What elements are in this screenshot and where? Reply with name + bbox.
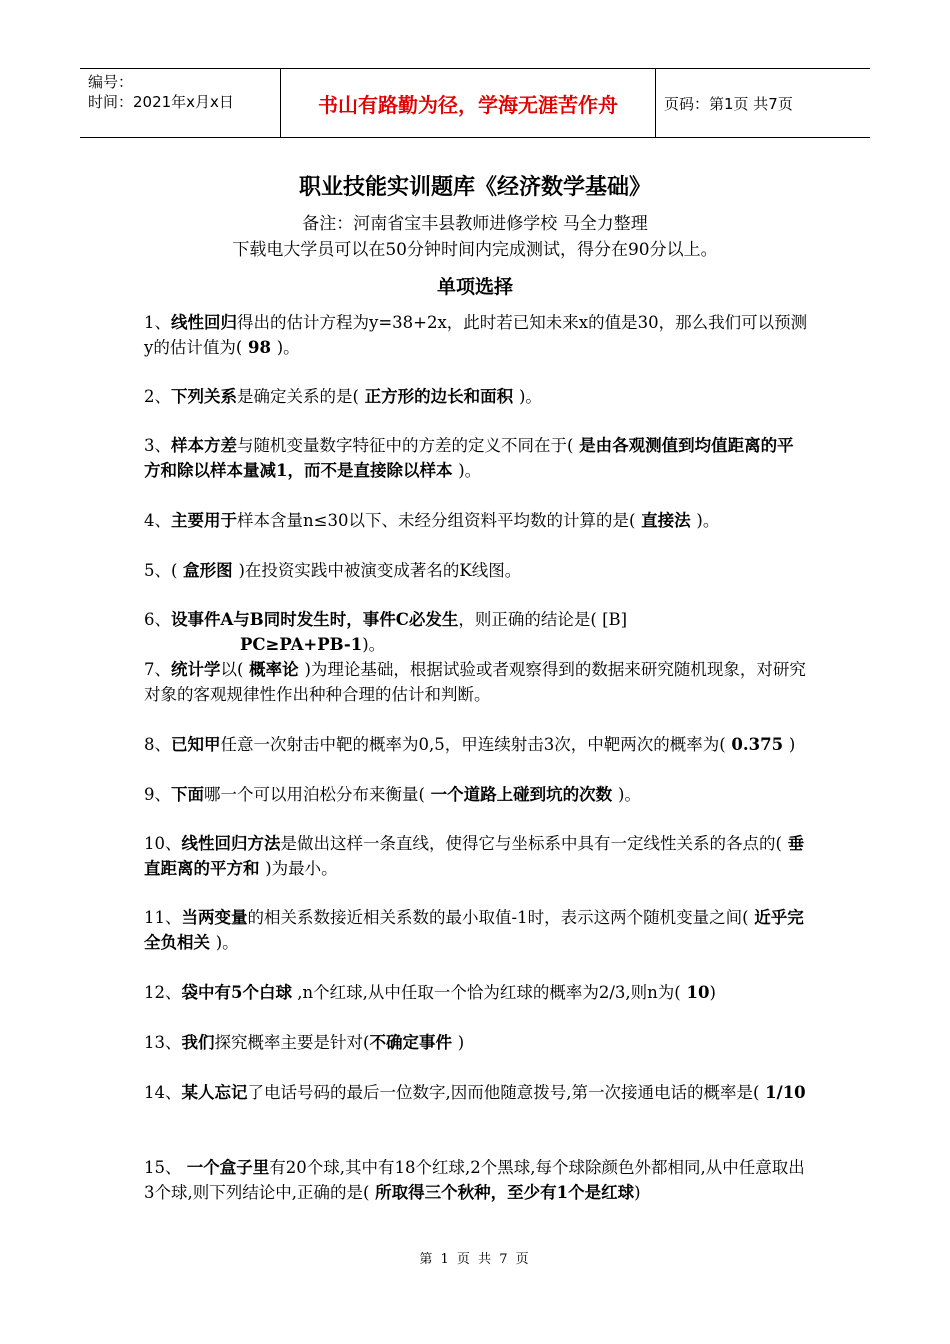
question-keyword: 线性回归: [171, 313, 237, 332]
question-11: [144, 905, 808, 955]
question-15: [144, 1155, 808, 1205]
question-tail: )为理论基础，根据试验或者观察得到的数据来研究随机现象，对研究对象的客观规律性作出种种合理的估计和判断。: [144, 660, 806, 704]
question-2: [144, 384, 808, 409]
question-text: 了电话号码的最后一位数字,因而他随意拨号,第一次接通电话的概率是(: [247, 1083, 760, 1102]
document-title: 职业技能实训题库《经济数学基础》: [298, 175, 651, 200]
question-answer: 一个道路上碰到坑的次数: [424, 785, 618, 804]
question-tail: )。: [276, 338, 300, 357]
question-number: 8、: [144, 735, 171, 754]
question-answer: PC≥PA+PB-1: [240, 635, 363, 654]
question-keyword: 某人忘记: [181, 1083, 248, 1102]
question-answer: 不确定事件: [369, 1033, 458, 1052]
question-text: 哪一个可以用泊松分布来衡量(: [204, 785, 425, 804]
question-answer: 10: [680, 983, 710, 1002]
question-number: 12、: [144, 983, 182, 1002]
question-number: 13、: [144, 1033, 182, 1052]
question-answer: 98: [242, 338, 277, 357]
question-number: 1、: [144, 313, 171, 332]
question-number: 9、: [144, 785, 171, 804]
header-motto: 书山有路勤为径，学海无涯苦作舟: [280, 69, 656, 137]
question-tail: ): [788, 735, 796, 754]
question-number: 5、: [144, 561, 171, 580]
question-number: 3、: [144, 436, 171, 455]
question-9: [144, 782, 808, 807]
page-footer: 第 1 页 共 7 页: [419, 1252, 531, 1267]
question-text: 得出的估计方程为y=38+2x，此时若已知未来x的值是30，那么我们可以预测y的估计值为(: [144, 313, 808, 357]
question-tail: )。: [215, 933, 239, 952]
question-14: [144, 1080, 808, 1105]
question-keyword: 下面: [171, 785, 204, 804]
date-label: 时间：2021年x月x日: [88, 93, 234, 111]
question-tail: ): [457, 1033, 465, 1052]
question-answer: 垂直距离的平方和: [144, 834, 805, 878]
question-text: 与随机变量数字特征中的方差的定义不同在于(: [237, 436, 574, 455]
question-text: 以(: [220, 660, 244, 679]
question-keyword: 当两变量: [181, 908, 248, 927]
question-7: [144, 657, 808, 707]
question-tail: )。: [617, 785, 641, 804]
header-left: [88, 72, 234, 112]
question-number: 11、: [144, 908, 182, 927]
question-10: [144, 831, 808, 881]
question-text: (: [171, 561, 178, 580]
question-number: 15、: [144, 1158, 187, 1177]
question-tail: )。: [362, 635, 386, 654]
question-keyword: 已知甲: [171, 735, 221, 754]
question-tail: ): [709, 983, 716, 1002]
question-keyword: 袋中有5个白球: [181, 983, 292, 1002]
question-answer: 近乎完全负相关: [144, 908, 804, 952]
question-keyword: 样本方差: [171, 436, 237, 455]
question-number: 6、: [144, 610, 171, 629]
question-4: [144, 508, 808, 533]
question-8: [144, 732, 808, 757]
question-answer: 盒形图: [177, 561, 239, 580]
number-label: 编号：: [88, 73, 134, 91]
question-answer: 0.375: [725, 735, 789, 754]
question-keyword: 线性回归方法: [181, 834, 281, 853]
question-text: 任意一次射击中靶的概率为0,5，甲连续射击3次，中靶两次的概率为(: [220, 735, 726, 754]
question-13: [144, 1030, 808, 1055]
question-answer: 直接法: [635, 511, 697, 530]
question-tail: )。: [696, 511, 720, 530]
question-number: 2、: [144, 387, 171, 406]
question-keyword: 我们: [181, 1033, 215, 1052]
question-answer: 正方形的边长和面积: [358, 387, 519, 406]
question-text: 有20个球,其中有18个红球,2个黑球,每个球除颜色外都相同,从中任意取出3个球,则下列结论中,正确的是(: [144, 1158, 805, 1202]
question-keyword: 一个盒子里: [186, 1158, 270, 1177]
question-number: 4、: [144, 511, 171, 530]
note-line-2: 下载电大学员可以在50分钟时间内完成测试，得分在90分以上。: [232, 240, 718, 260]
question-keyword: 下列关系: [171, 387, 237, 406]
question-answer: 所取得三个秋种，至少有1个是红球: [369, 1183, 635, 1202]
question-tail: )。: [518, 387, 542, 406]
question-3: [144, 433, 808, 483]
question-text: 探究概率主要是针对(: [214, 1033, 370, 1052]
question-6: [144, 607, 808, 657]
question-keyword: 统计学: [171, 660, 221, 679]
question-text: 样本含量n≤30以下、未经分组资料平均数的计算的是(: [237, 511, 636, 530]
question-5: [144, 558, 808, 583]
question-keyword: 主要用于: [171, 511, 237, 530]
question-12: [144, 980, 808, 1005]
page-label: 页码：第1页 共7页: [664, 94, 793, 113]
question-answer: 1/10: [759, 1083, 806, 1102]
question-number: 10、: [144, 834, 182, 853]
question-tail: ): [634, 1183, 641, 1202]
question-number: 14、: [144, 1083, 182, 1102]
question-tail: )。: [458, 461, 482, 480]
section-title: 单项选择: [436, 276, 513, 298]
question-text: ,n个红球,从中任取一个恰为红球的概率为2/3,则n为(: [291, 983, 681, 1002]
question-answer: 是由各观测值到均值距离的平方和除以样本量减1，而不是直接除以样本: [144, 436, 794, 480]
question-text: 是做出这样一条直线，使得它与坐标系中具有一定线性关系的各点的(: [280, 834, 782, 853]
question-1: [144, 310, 808, 360]
question-text: ，则正确的结论是( [B]: [458, 610, 628, 629]
note-line-1: 备注：河南省宝丰县教师进修学校 马全力整理: [302, 214, 648, 234]
question-text: 的相关系数接近相关系数的最小取值-1时，表示这两个随机变量之间(: [247, 908, 749, 927]
question-tail: )在投资实践中被演变成著名的K线图。: [238, 561, 522, 580]
question-keyword: 设事件A与B同时发生时，事件C必发生: [171, 610, 459, 629]
question-tail: )为最小。: [265, 859, 338, 878]
question-number: 7、: [144, 660, 171, 679]
page-header: [80, 68, 870, 138]
question-answer: 概率论: [243, 660, 305, 679]
question-text: 是确定关系的是(: [237, 387, 359, 406]
